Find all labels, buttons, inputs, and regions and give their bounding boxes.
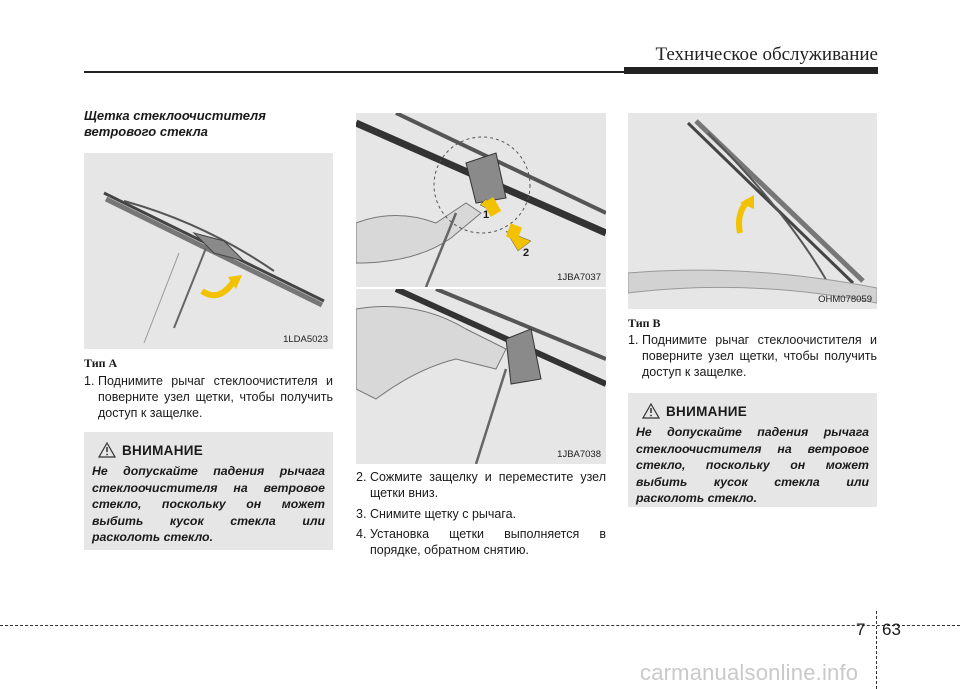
step-number: 3. — [356, 507, 367, 521]
type-b-step-1 — [628, 332, 877, 380]
footer-dashed-rule — [0, 625, 960, 626]
figure-code: 1JBA7037 — [557, 272, 601, 283]
type-a-step-1 — [84, 373, 333, 421]
chapter-number: 7 — [856, 620, 866, 639]
step-text: Поднимите рычаг стеклоочистителя и поверните узел щетки, чтобы получить доступ к защелке. — [642, 333, 877, 379]
step-number: 1. — [628, 333, 639, 347]
warning-triangle-icon — [98, 442, 116, 458]
warning-box-left — [84, 432, 333, 550]
remove-blade-illustration — [356, 289, 606, 464]
warning-box-right — [628, 393, 877, 507]
middle-step-2 — [356, 469, 606, 501]
section-title — [84, 108, 324, 140]
step-text: Сожмите защелку и переместите узел щетки вниз. — [370, 470, 606, 500]
warning-text: Не допускайте падения рычага стеклоочистителя на ветровое стекло, поскольку он может выбить кусок стекла или расколоть стекло. — [636, 425, 869, 505]
figure-code: 1LDA5023 — [283, 334, 328, 345]
type-a-label: Тип А — [84, 356, 118, 370]
warning-triangle-icon — [642, 403, 660, 419]
step-text: Установка щетки выполняется в порядке, обратном снятию. — [370, 527, 606, 557]
middle-step-4 — [356, 526, 606, 558]
callout-1: 1 — [483, 209, 490, 221]
step-number: 2. — [356, 470, 367, 484]
warning-title: ВНИМАНИЕ — [666, 403, 748, 419]
figure-remove-blade — [356, 289, 606, 464]
middle-step-3 — [356, 506, 606, 522]
callout-2: 2 — [523, 247, 530, 259]
step-text: Поднимите рычаг стеклоочистителя и поверните узел щетки, чтобы получить доступ к защелке. — [98, 374, 333, 420]
figure-wiper-type-b — [628, 113, 877, 309]
figure-code: 1JBA7038 — [557, 449, 601, 460]
warning-text: Не допускайте падения рычага стеклоочистителя на ветровое стекло, поскольку он может выбить кусок стекла или расколоть стекло. — [92, 464, 325, 544]
wiper-illustration — [84, 153, 333, 349]
section-title-line1: Щетка стеклоочистителя — [84, 108, 266, 123]
rotate-arrow-icon — [202, 281, 234, 295]
page-separator — [876, 611, 877, 689]
section-title-line2: ветрового стекла — [84, 124, 208, 139]
type-b-label: Тип В — [628, 316, 661, 330]
figure-press-latch — [356, 113, 606, 287]
wiper-b-illustration — [628, 113, 877, 309]
step-number: 4. — [356, 527, 367, 541]
figure-code: OHM078059 — [818, 294, 872, 305]
page-header-title: Техническое обслуживание — [655, 44, 878, 65]
header-rule — [84, 71, 624, 73]
header-rule-bold — [624, 67, 878, 74]
step-number: 1. — [84, 374, 95, 388]
watermark: carmanualsonline.info — [640, 660, 859, 685]
warning-title: ВНИМАНИЕ — [122, 442, 204, 458]
page-number: 63 — [882, 620, 901, 639]
figure-wiper-type-a — [84, 153, 333, 349]
step-text: Снимите щетку с рычага. — [370, 507, 517, 521]
latch-illustration — [356, 113, 606, 287]
